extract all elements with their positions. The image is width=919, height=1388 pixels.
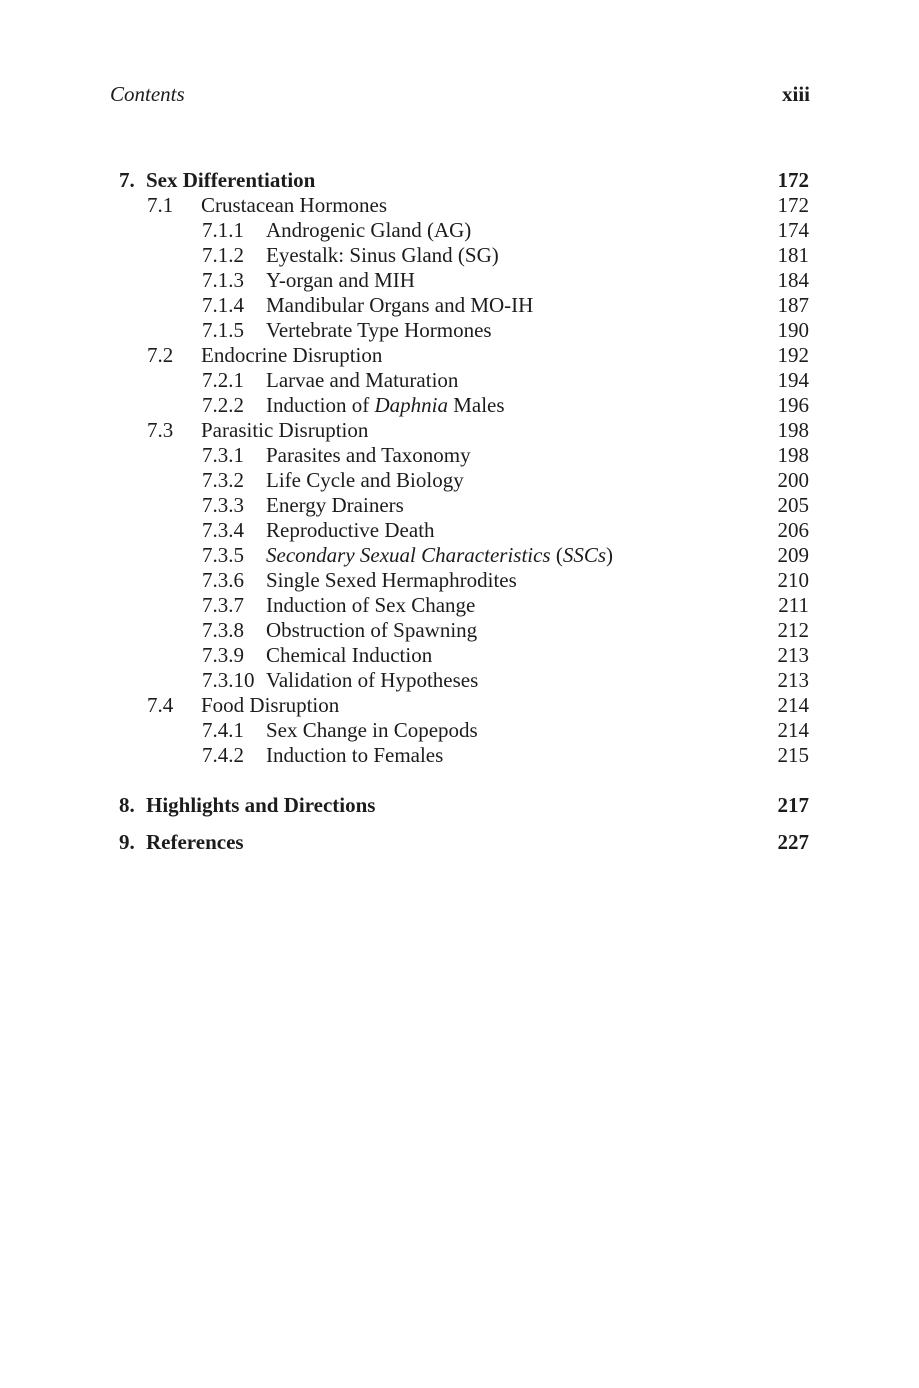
toc-page: 212 — [777, 618, 809, 642]
toc-title: Mandibular Organs and MO-IH — [266, 293, 534, 317]
toc-title: Chemical Induction — [266, 643, 433, 667]
toc-number: 7.2 — [147, 343, 174, 367]
page-number: xiii — [781, 82, 810, 106]
toc-title: Energy Drainers — [266, 493, 404, 517]
toc-subsection-7-4-1[interactable] — [0, 718, 919, 743]
toc-chapter-9[interactable] — [0, 830, 919, 855]
toc-title: Induction of Sex Change — [266, 593, 476, 617]
toc-number: 7.3 — [147, 418, 174, 442]
toc-page: 209 — [777, 543, 809, 567]
toc-number: 7.1.2 — [202, 243, 244, 267]
toc-number: 7.3.7 — [202, 593, 244, 617]
toc-number: 7.1 — [147, 193, 174, 217]
toc-number: 7.3.9 — [202, 643, 244, 667]
toc-subsection-7-1-5[interactable] — [0, 318, 919, 343]
toc-number: 7.1.1 — [202, 218, 244, 242]
toc-section-7-4[interactable] — [0, 693, 919, 718]
toc-title — [266, 543, 613, 568]
toc-number: 7.3.5 — [202, 543, 244, 567]
toc-title-part: Males — [447, 393, 505, 417]
toc-page: 214 — [777, 718, 809, 742]
toc-page: 211 — [778, 593, 809, 617]
toc-page: 198 — [777, 443, 809, 467]
toc-title: Sex Change in Copepods — [266, 718, 478, 742]
toc-title: Highlights and Directions — [146, 793, 376, 817]
toc-page: 181 — [777, 243, 809, 267]
toc-subsection-7-1-1[interactable] — [0, 218, 919, 243]
toc-title — [266, 393, 505, 418]
toc-section-7-1[interactable] — [0, 193, 919, 218]
toc-page: 190 — [777, 318, 809, 342]
toc-page: 174 — [777, 218, 809, 242]
toc-subsection-7-3-2[interactable] — [0, 468, 919, 493]
toc-number: 7.1.3 — [202, 268, 244, 292]
toc-title: Y-organ and MIH — [266, 268, 415, 292]
toc-title: Induction to Females — [266, 743, 444, 767]
toc-title: Obstruction of Spawning — [266, 618, 478, 642]
toc-subsection-7-3-8[interactable] — [0, 618, 919, 643]
running-head-title: Contents — [110, 82, 185, 106]
toc-page: 198 — [777, 418, 809, 442]
table-of-contents — [0, 168, 919, 855]
toc-subsection-7-1-4[interactable] — [0, 293, 919, 318]
toc-subsection-7-1-3[interactable] — [0, 268, 919, 293]
toc-subsection-7-3-7[interactable] — [0, 593, 919, 618]
toc-number: 7.3.8 — [202, 618, 244, 642]
toc-subsection-7-1-2[interactable] — [0, 243, 919, 268]
toc-page: 172 — [777, 168, 809, 192]
toc-page: 205 — [777, 493, 809, 517]
toc-title: Validation of Hypotheses — [266, 668, 479, 692]
toc-title: Single Sexed Hermaphrodites — [266, 568, 517, 592]
toc-subsection-7-3-3[interactable] — [0, 493, 919, 518]
toc-page: 227 — [777, 830, 809, 854]
toc-number: 7.4.2 — [202, 743, 244, 767]
toc-subsection-7-3-6[interactable] — [0, 568, 919, 593]
toc-subsection-7-3-10[interactable] — [0, 668, 919, 693]
toc-page: 194 — [777, 368, 809, 392]
toc-page: 184 — [777, 268, 809, 292]
toc-subsection-7-3-1[interactable] — [0, 443, 919, 468]
toc-title: Parasitic Disruption — [201, 418, 369, 442]
toc-subsection-7-2-2[interactable] — [0, 393, 919, 418]
toc-title: Androgenic Gland (AG) — [266, 218, 472, 242]
toc-page: 200 — [777, 468, 809, 492]
toc-title-part: ( — [550, 543, 563, 567]
toc-subsection-7-4-2[interactable] — [0, 743, 919, 768]
toc-title: Sex Differentiation — [146, 168, 316, 192]
running-head — [110, 82, 810, 110]
toc-number: 7.4.1 — [202, 718, 244, 742]
toc-number: 7.3.10 — [202, 668, 255, 692]
toc-section-7-3[interactable] — [0, 418, 919, 443]
toc-number: 7.3.1 — [202, 443, 244, 467]
toc-number: 7.1.4 — [202, 293, 244, 317]
toc-page: 213 — [777, 668, 809, 692]
toc-page: 217 — [777, 793, 809, 817]
toc-page: 196 — [777, 393, 809, 417]
toc-page: 172 — [777, 193, 809, 217]
toc-title: Endocrine Disruption — [201, 343, 383, 367]
toc-page: 187 — [777, 293, 809, 317]
toc-subsection-7-2-1[interactable] — [0, 368, 919, 393]
toc-number: 7.3.3 — [202, 493, 244, 517]
toc-title: References — [146, 830, 244, 854]
toc-subsection-7-3-9[interactable] — [0, 643, 919, 668]
toc-subsection-7-3-5[interactable] — [0, 543, 919, 568]
toc-number: 7.3.4 — [202, 518, 244, 542]
toc-chapter-8[interactable] — [0, 793, 919, 818]
toc-title: Food Disruption — [201, 693, 340, 717]
toc-title: Eyestalk: Sinus Gland (SG) — [266, 243, 499, 267]
toc-page: 215 — [777, 743, 809, 767]
toc-page: 213 — [777, 643, 809, 667]
toc-title-part: ) — [606, 543, 614, 567]
toc-title: Larvae and Maturation — [266, 368, 459, 392]
toc-number: 8. — [119, 793, 135, 817]
toc-title-italic: SSCs — [562, 543, 607, 567]
toc-title: Parasites and Taxonomy — [266, 443, 471, 467]
toc-chapter-7[interactable] — [0, 168, 919, 193]
toc-section-7-2[interactable] — [0, 343, 919, 368]
toc-number: 7.2.2 — [202, 393, 244, 417]
toc-title-italic: Daphnia — [374, 393, 448, 417]
toc-page: 192 — [777, 343, 809, 367]
toc-page: 214 — [777, 693, 809, 717]
toc-number: 7.4 — [147, 693, 174, 717]
toc-title: Life Cycle and Biology — [266, 468, 464, 492]
toc-number: 7.3.2 — [202, 468, 244, 492]
toc-title: Crustacean Hormones — [201, 193, 388, 217]
toc-title-italic: Secondary Sexual Characteristics — [266, 543, 551, 567]
toc-title: Reproductive Death — [266, 518, 435, 542]
toc-title-part: Induction of — [266, 393, 375, 417]
toc-page: 210 — [777, 568, 809, 592]
toc-number: 7.3.6 — [202, 568, 244, 592]
toc-page: 206 — [777, 518, 809, 542]
toc-number: 7.1.5 — [202, 318, 244, 342]
toc-number: 9. — [119, 830, 135, 854]
toc-title: Vertebrate Type Hormones — [266, 318, 492, 342]
toc-number: 7. — [119, 168, 135, 192]
toc-number: 7.2.1 — [202, 368, 244, 392]
toc-subsection-7-3-4[interactable] — [0, 518, 919, 543]
